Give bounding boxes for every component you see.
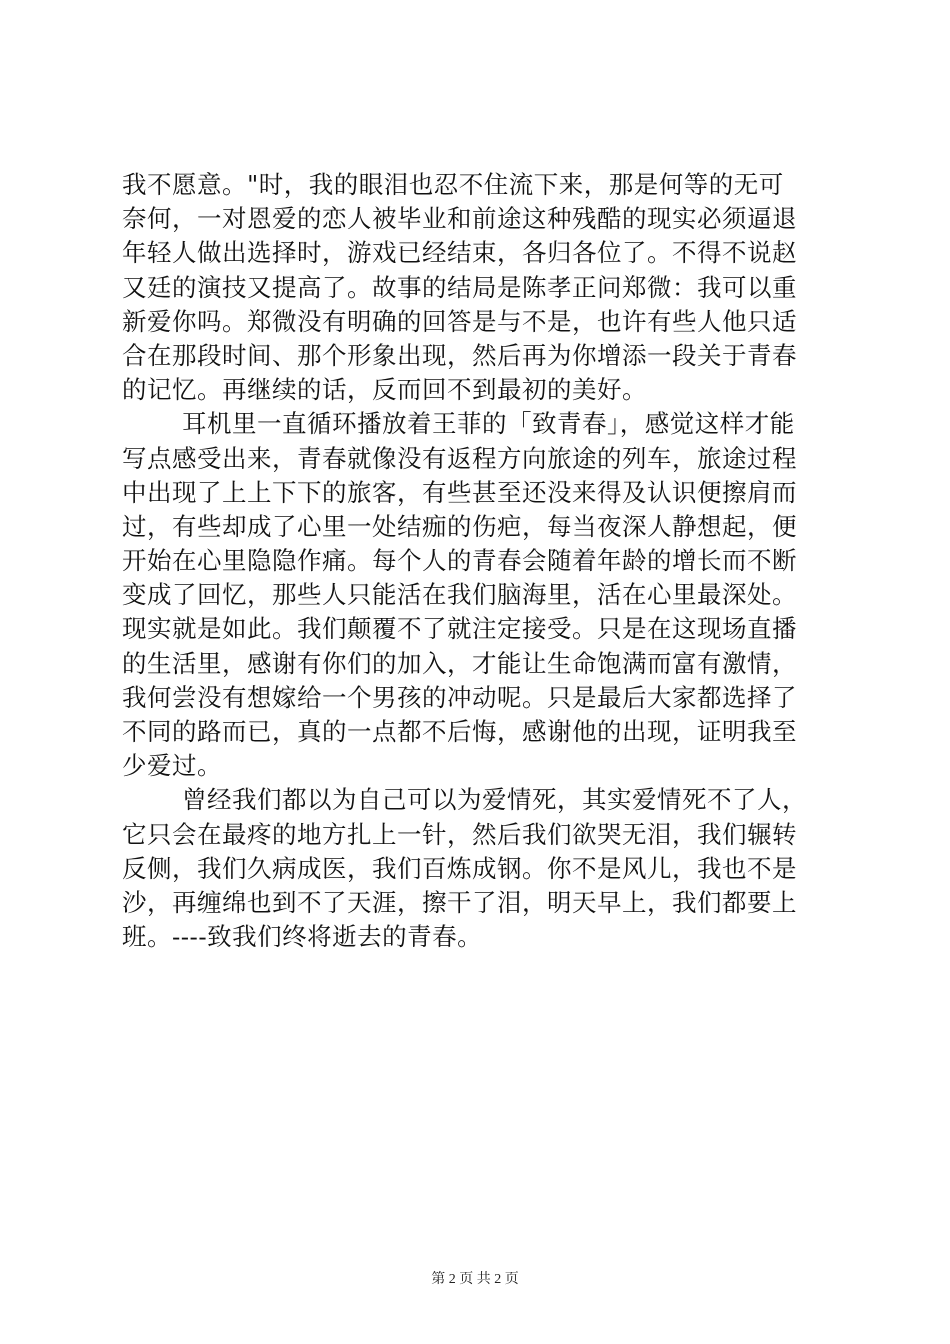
text-line: 变成了回忆，那些人只能活在我们脑海里，活在心里最深处。 — [122, 580, 797, 610]
paragraph-1 — [122, 168, 842, 407]
text-line: 新爱你吗。郑微没有明确的回答是与不是，也许有些人他只适 — [122, 306, 797, 336]
text-line: 班。----致我们终将逝去的青春。 — [122, 922, 483, 952]
text-line: 又廷的演技又提高了。故事的结局是陈孝正问郑微：我可以重 — [122, 272, 797, 302]
text-line: 现实就是如此。我们颠覆不了就注定接受。只是在这现场直播 — [122, 614, 797, 644]
text-line: 的记忆。再继续的话，反而回不到最初的美好。 — [122, 375, 647, 405]
text-line: 奈何，一对恩爱的恋人被毕业和前途这种残酷的现实必须逼退 — [122, 204, 797, 234]
text-line: 写点感受出来，青春就像没有返程方向旅途的列车，旅途过程 — [122, 443, 797, 473]
body-text — [122, 168, 842, 954]
page-number-label: 第 2 页 共 2 页 — [431, 1272, 519, 1287]
text-line: 年轻人做出选择时，游戏已经结束，各归各位了。不得不说赵 — [122, 238, 797, 268]
text-line: 沙，再缠绵也到不了天涯，擦干了泪，明天早上，我们都要上 — [122, 887, 797, 917]
text-line: 耳机里一直循环播放着王菲的「致青春」，感觉这样才能 — [182, 409, 795, 439]
paragraph-3 — [122, 783, 842, 954]
text-line: 开始在心里隐隐作痛。每个人的青春会随着年龄的增长而不断 — [122, 546, 797, 576]
text-line: 我不愿意。"时，我的眼泪也忍不住流下来，那是何等的无可 — [122, 170, 784, 199]
page-footer — [0, 1270, 950, 1290]
text-line: 中出现了上上下下的旅客，有些甚至还没来得及认识便擦肩而 — [122, 477, 797, 507]
text-line: 反侧，我们久病成医，我们百炼成钢。你不是风儿，我也不是 — [122, 853, 797, 883]
text-line: 它只会在最疼的地方扎上一针，然后我们欲哭无泪，我们辗转 — [122, 819, 797, 849]
text-line: 过，有些却成了心里一处结痂的伤疤，每当夜深人静想起，便 — [122, 511, 797, 541]
text-line: 少爱过。 — [122, 751, 222, 781]
text-line: 我何尝没有想嫁给一个男孩的冲动呢。只是最后大家都选择了 — [122, 682, 797, 712]
text-line: 不同的路而已，真的一点都不后悔，感谢他的出现，证明我至 — [122, 717, 797, 746]
text-line: 的生活里，感谢有你们的加入，才能让生命饱满而富有激情， — [122, 648, 797, 678]
text-line: 合在那段时间、那个形象出现，然后再为你增添一段关于青春 — [122, 340, 797, 370]
text-line: 曾经我们都以为自己可以为爱情死，其实爱情死不了人， — [182, 785, 807, 815]
paragraph-2 — [122, 407, 842, 783]
